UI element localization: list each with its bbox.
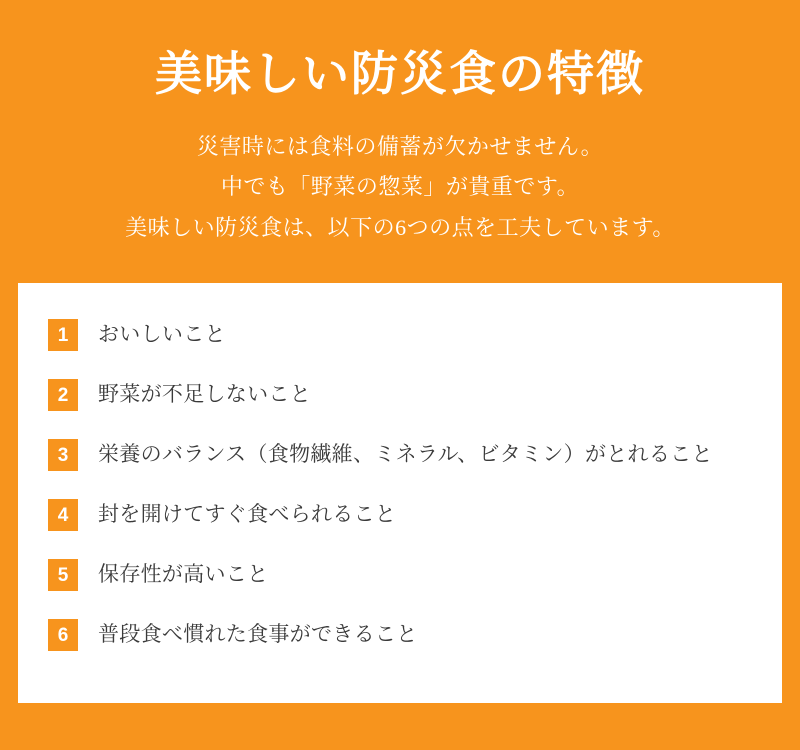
subtitle-line-3: 美味しい防災食は、以下の6つの点を工夫しています。 (125, 215, 675, 241)
list-item-number: 5 (48, 559, 78, 591)
list-item (48, 485, 752, 545)
list-item (48, 425, 752, 485)
features-card (18, 283, 782, 703)
list-item-label: おいしいこと (98, 323, 226, 347)
list-item-label: 保存性が高いこと (98, 563, 269, 587)
list-item-number: 6 (48, 619, 78, 651)
list-item-label: 普段食べ慣れた食事ができること (98, 623, 418, 647)
list-item (48, 305, 752, 365)
list-item (48, 545, 752, 605)
list-item-number: 2 (48, 379, 78, 411)
list-item (48, 365, 752, 425)
feature-list (48, 305, 752, 665)
list-item-label: 封を開けてすぐ食べられること (98, 503, 397, 527)
page-subtitle (0, 127, 800, 249)
subtitle-line-2: 中でも「野菜の惣菜」が貴重です。 (220, 174, 580, 200)
subtitle-line-1: 災害時には食料の備蓄が欠かせません。 (196, 133, 604, 159)
list-item-number: 1 (48, 319, 78, 351)
list-item-label: 野菜が不足しないこと (98, 383, 311, 407)
list-item-label: 栄養のバランス（食物繊維、ミネラル、ビタミン）がとれること (98, 443, 713, 467)
poster-header (0, 0, 800, 249)
list-item (48, 605, 752, 665)
list-item-number: 3 (48, 439, 78, 471)
list-item-number: 4 (48, 499, 78, 531)
page-title: 美味しい防災食の特徴 (155, 49, 645, 101)
